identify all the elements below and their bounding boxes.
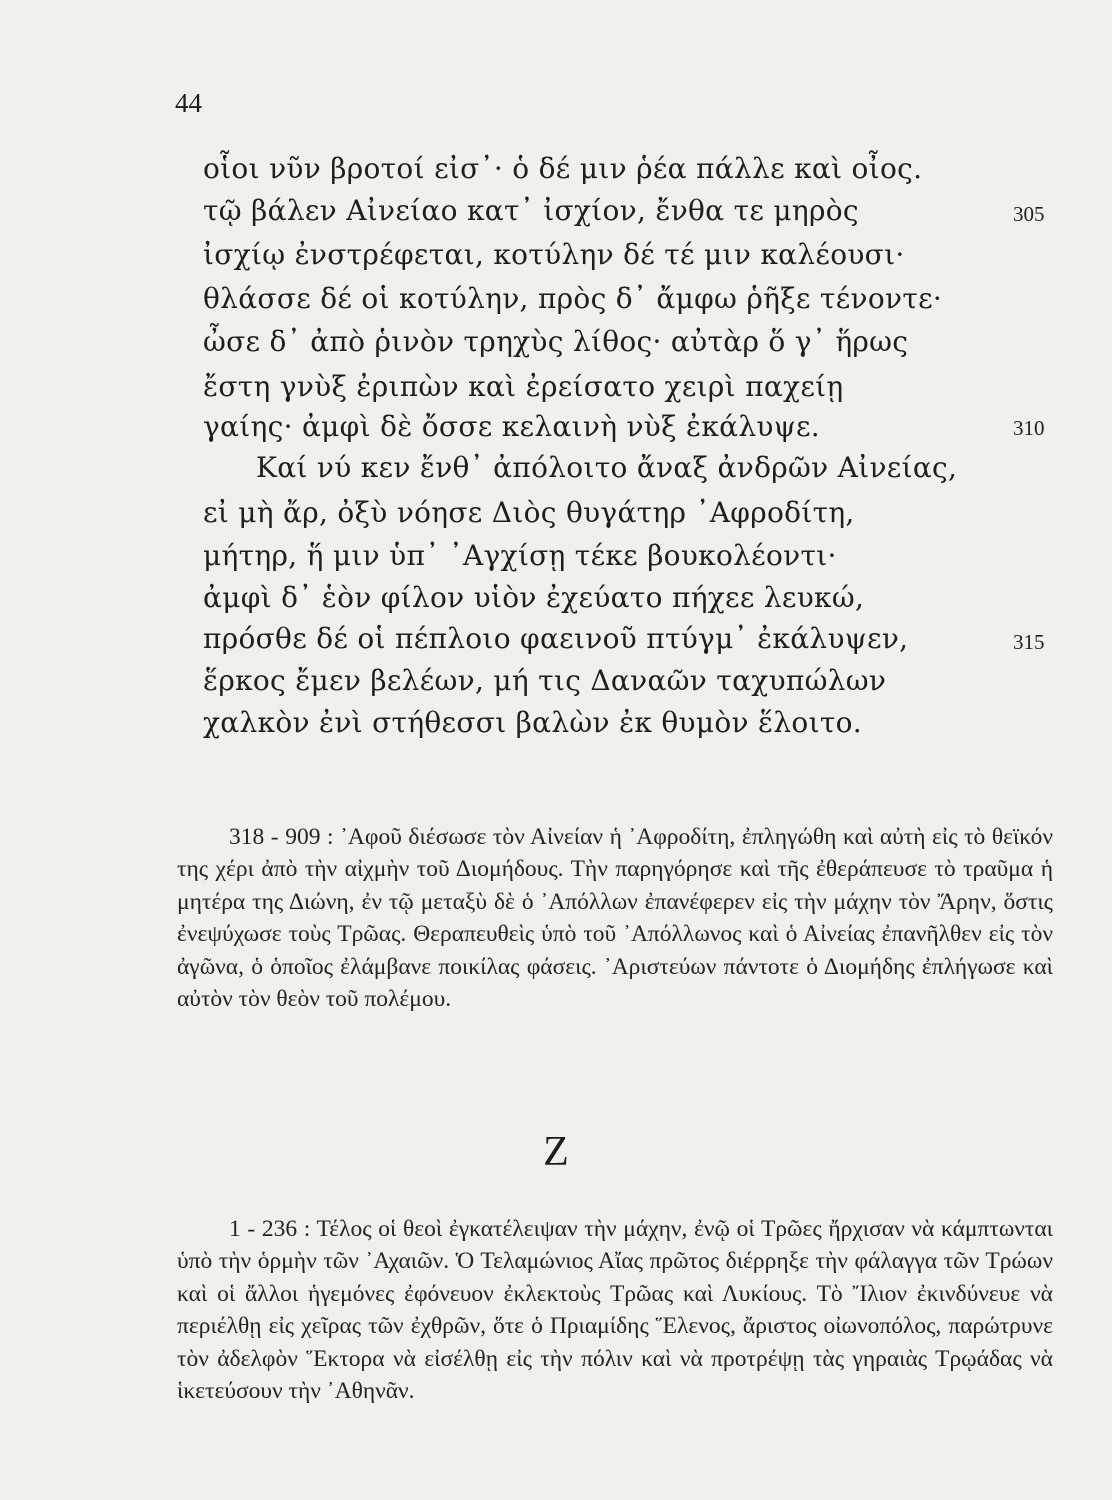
summary-text: : ᾽Αφοῦ διέσωσε τὸν Αἰνείαν ἡ ᾽Αφροδίτη, ἐπληγώθη καὶ αὐτὴ εἰς τὸ θεϊκόν της χέρι ἀπὸ τὴν αἰχμὴν τοῦ Διομήδους. Τὴν παρηγόρησε καὶ τῆς ἐθεράπευσε τὸ τραῦμα ἡ μητέρα της Διώνη, ἐν τῷ μεταξὺ δὲ ὁ ᾽Απόλλων ἐπανέφερεν εἰς τὴν μάχην τὸν Ἄρην, ὅστις ἐνεψύχωσε τοὺς Τρῶας. Θεραπευθεὶς ὑπὸ τοῦ ᾽Απόλλωνος καὶ ὁ Αἰνείας ἐπανῆλθεν εἰς τὸν ἀγῶνα, ὁ ὁποῖος ἐλάμβανε ποικίλας φάσεις. ᾽Αριστεύων πάντοτε ὁ Διομήδης ἐπλήγωσε καὶ αὐτὸν τὸν θεὸν τοῦ πολέμου. (177, 824, 1054, 1013)
verse-line: πρόσθε δέ οἱ πέπλοιο φαεινοῦ πτύγμ᾽ ἐκάλυψεν, (203, 622, 909, 655)
verse-line: εἰ μὴ ἄρ, ὀξὺ νόησε Διὸς θυγάτηρ ᾽Αφροδίτη, (203, 496, 855, 529)
verse-line: τῷ βάλεν Αἰνείαο κατ᾽ ἰσχίον, ἔνθα τε μηρὸς (203, 194, 859, 227)
verse-line: γαίης· ἀμφὶ δὲ ὄσσε κελαινὴ νὺξ ἐκάλυψε. (203, 410, 821, 443)
verse-line: χαλκὸν ἐνὶ στήθεσσι βαλὼν ἐκ θυμὸν ἕλοιτο. (203, 706, 863, 739)
verse-line: ἀμφὶ δ᾽ ἑὸν φίλον υἱὸν ἐχεύατο πήχεε λευκώ, (203, 581, 865, 614)
summary-paragraph (177, 1213, 1053, 1407)
verse-line: ἰσχίῳ ἐνστρέφεται, κοτύλην δέ τέ μιν καλέουσι· (203, 238, 905, 271)
book-heading: Ζ (543, 1129, 569, 1175)
page-number: 44 (175, 88, 202, 118)
verse-line: μήτηρ, ἥ μιν ὑπ᾽ ᾽Αγχίσῃ τέκε βουκολέοντι· (203, 539, 837, 572)
verse-range: 318 - 909 (229, 824, 321, 850)
line-number: 310 (1013, 416, 1045, 440)
verse-line: θλάσσε δέ οἱ κοτύλην, πρὸς δ᾽ ἄμφω ῥῆξε τένοντε· (203, 282, 943, 315)
verse-line: ἕρκος ἔμεν βελέων, μή τις Δαναῶν ταχυπώλων (203, 664, 887, 697)
verse-line: Καί νύ κεν ἔνθ᾽ ἀπόλοιτο ἄναξ ἀνδρῶν Αἰνείας, (256, 451, 958, 484)
line-number: 305 (1013, 202, 1045, 226)
verse-range: 1 - 236 (229, 1216, 298, 1242)
summary-paragraph (177, 821, 1053, 1015)
verse-line: ἔστη γνὺξ ἐριπὼν καὶ ἐρείσατο χειρὶ παχείῃ (203, 370, 844, 403)
verse-line: ὦσε δ᾽ ἀπὸ ῥινὸν τρηχὺς λίθος· αὐτὰρ ὅ γ᾽ ἥρως (203, 325, 909, 358)
verse-line: οἷοι νῦν βροτοί εἰσ᾽· ὁ δέ μιν ῥέα πάλλε καὶ οἶος. (203, 152, 923, 185)
line-number: 315 (1013, 630, 1045, 654)
summary-text: : Τέλος οἱ θεοὶ ἐγκατέλειψαν τὴν μάχην, ἐνῷ οἱ Τρῶες ἤρχισαν νὰ κάμπτωνται ὑπὸ τὴν ὁρμὴν τῶν ᾽Αχαιῶν. Ὁ Τελαμώνιος Αἴας πρῶτος διέρρηξε τὴν φάλαγγα τῶν Τρώων καὶ οἱ ἄλλοι ἡγεμόνες ἐφόνευον ἐκλεκτοὺς Τρῶας καὶ Λυκίους. Τὸ Ἴλιον ἐκινδύνευε νὰ περιέλθῃ εἰς χεῖρας τῶν ἐχθρῶν, ὅτε ὁ Πριαμίδης Ἕλενος, ἄριστος οἰωνοπόλος, παρώτρυνε τὸν ἀδελφὸν Ἕκτορα νὰ εἰσέλθῃ εἰς τὴν πόλιν καὶ νὰ προτρέψῃ τὰς γηραιὰς Τρῳάδας νὰ ἱκετεύσουν τὴν ᾽Αθηνᾶν. (177, 1216, 1053, 1405)
